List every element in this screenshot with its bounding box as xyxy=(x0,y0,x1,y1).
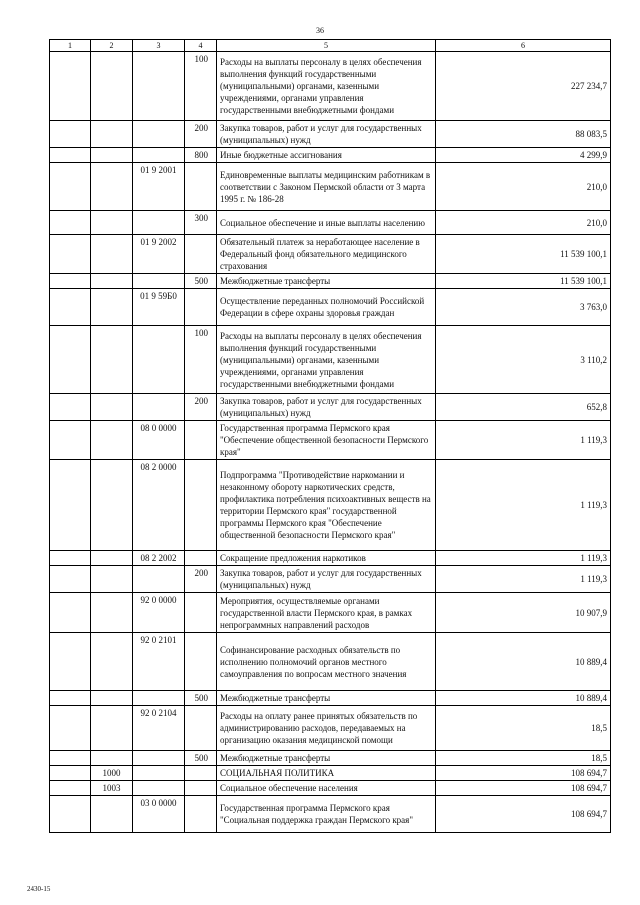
amount-cell: 10 907,9 xyxy=(436,593,611,633)
table-row xyxy=(50,326,611,394)
target-article-cell xyxy=(133,781,185,796)
amount-cell: 3 110,2 xyxy=(436,326,611,394)
chapter-cell xyxy=(50,326,91,394)
name-cell: СОЦИАЛЬНАЯ ПОЛИТИКА xyxy=(217,766,436,781)
header-cell: 1 xyxy=(50,40,91,52)
name-cell: Социальное обеспечение и иные выплаты населению xyxy=(217,211,436,235)
amount-cell: 18,5 xyxy=(436,706,611,751)
target-article-cell xyxy=(133,121,185,148)
expense-type-cell: 100 xyxy=(185,52,217,121)
expense-type-cell xyxy=(185,163,217,211)
target-article-cell xyxy=(133,274,185,289)
chapter-cell xyxy=(50,52,91,121)
header-cell: 6 xyxy=(436,40,611,52)
expense-type-cell xyxy=(185,235,217,274)
target-article-cell xyxy=(133,326,185,394)
expense-type-cell: 100 xyxy=(185,326,217,394)
chapter-cell xyxy=(50,593,91,633)
section-cell xyxy=(91,796,133,833)
amount-cell: 11 539 100,1 xyxy=(436,274,611,289)
expense-type-cell: 200 xyxy=(185,394,217,421)
amount-cell: 1 119,3 xyxy=(436,551,611,566)
section-cell xyxy=(91,421,133,460)
table-row xyxy=(50,148,611,163)
expense-type-cell xyxy=(185,633,217,691)
section-cell xyxy=(91,633,133,691)
header-cell: 3 xyxy=(133,40,185,52)
amount-cell: 210,0 xyxy=(436,211,611,235)
expense-type-cell xyxy=(185,421,217,460)
section-cell: 1003 xyxy=(91,781,133,796)
table-row xyxy=(50,706,611,751)
target-article-cell: 03 0 0000 xyxy=(133,796,185,833)
target-article-cell xyxy=(133,52,185,121)
section-cell xyxy=(91,691,133,706)
target-article-cell: 92 0 2104 xyxy=(133,706,185,751)
chapter-cell xyxy=(50,394,91,421)
section-cell xyxy=(91,326,133,394)
header-cell: 4 xyxy=(185,40,217,52)
expense-type-cell xyxy=(185,551,217,566)
target-article-cell: 01 9 2001 xyxy=(133,163,185,211)
name-cell: Сокращение предложения наркотиков xyxy=(217,551,436,566)
chapter-cell xyxy=(50,796,91,833)
chapter-cell xyxy=(50,274,91,289)
name-cell: Подпрограмма "Противодействие наркомании и незаконному обороту наркотических средств, профилактика потребления психоактивных веществ на территории Пермского края" государственной программы Пермского края "Обеспечение общественной безопасности Пермского края" xyxy=(217,460,436,551)
name-cell: Межбюджетные трансферты xyxy=(217,691,436,706)
expense-type-cell: 800 xyxy=(185,148,217,163)
amount-cell: 10 889,4 xyxy=(436,691,611,706)
table-row xyxy=(50,460,611,551)
table-row xyxy=(50,394,611,421)
amount-cell: 1 119,3 xyxy=(436,460,611,551)
name-cell: Государственная программа Пермского края "Социальная поддержка граждан Пермского края" xyxy=(217,796,436,833)
amount-cell: 1 119,3 xyxy=(436,566,611,593)
section-cell xyxy=(91,460,133,551)
target-article-cell: 01 9 2002 xyxy=(133,235,185,274)
chapter-cell xyxy=(50,460,91,551)
section-cell xyxy=(91,706,133,751)
section-cell xyxy=(91,235,133,274)
chapter-cell xyxy=(50,163,91,211)
target-article-cell xyxy=(133,211,185,235)
section-cell xyxy=(91,52,133,121)
chapter-cell xyxy=(50,751,91,766)
chapter-cell xyxy=(50,235,91,274)
expense-type-cell: 200 xyxy=(185,566,217,593)
table-row xyxy=(50,691,611,706)
name-cell: Закупка товаров, работ и услуг для государственных (муниципальных) нужд xyxy=(217,121,436,148)
chapter-cell xyxy=(50,148,91,163)
table-row xyxy=(50,163,611,211)
expense-type-cell: 300 xyxy=(185,211,217,235)
section-cell: 1000 xyxy=(91,766,133,781)
expense-type-cell xyxy=(185,593,217,633)
amount-cell: 10 889,4 xyxy=(436,633,611,691)
amount-cell: 108 694,7 xyxy=(436,796,611,833)
expense-type-cell xyxy=(185,706,217,751)
table-row xyxy=(50,211,611,235)
section-cell xyxy=(91,551,133,566)
target-article-cell: 08 2 2002 xyxy=(133,551,185,566)
name-cell: Расходы на выплаты персоналу в целях обеспечения выполнения функций государственными (муниципальными) органами, казенными учреждениями, органами управления государственными внебюджетными фондами xyxy=(217,52,436,121)
table-row xyxy=(50,593,611,633)
name-cell: Закупка товаров, работ и услуг для государственных (муниципальных) нужд xyxy=(217,566,436,593)
expense-type-cell xyxy=(185,781,217,796)
chapter-cell xyxy=(50,211,91,235)
section-cell xyxy=(91,394,133,421)
section-cell xyxy=(91,163,133,211)
table-row xyxy=(50,551,611,566)
name-cell: Социальное обеспечение населения xyxy=(217,781,436,796)
target-article-cell xyxy=(133,566,185,593)
table-row xyxy=(50,751,611,766)
table-row xyxy=(50,781,611,796)
chapter-cell xyxy=(50,566,91,593)
target-article-cell xyxy=(133,751,185,766)
chapter-cell xyxy=(50,121,91,148)
table-row xyxy=(50,421,611,460)
expense-type-cell xyxy=(185,766,217,781)
table-row xyxy=(50,121,611,148)
document-code: 2430-15 xyxy=(27,885,51,893)
amount-cell: 108 694,7 xyxy=(436,766,611,781)
page-number: 36 xyxy=(316,26,324,35)
chapter-cell xyxy=(50,633,91,691)
name-cell: Расходы на оплату ранее принятых обязательств по администрированию расходов, передаваемых на организацию оказания медицинской помощи xyxy=(217,706,436,751)
target-article-cell xyxy=(133,148,185,163)
table-row xyxy=(50,289,611,326)
expense-type-cell: 500 xyxy=(185,751,217,766)
table-row xyxy=(50,52,611,121)
table-row xyxy=(50,633,611,691)
section-cell xyxy=(91,593,133,633)
section-cell xyxy=(91,274,133,289)
table-row xyxy=(50,766,611,781)
chapter-cell xyxy=(50,691,91,706)
expense-type-cell: 500 xyxy=(185,691,217,706)
chapter-cell xyxy=(50,766,91,781)
budget-table xyxy=(49,39,611,833)
table-row xyxy=(50,235,611,274)
name-cell: Межбюджетные трансферты xyxy=(217,274,436,289)
amount-cell: 210,0 xyxy=(436,163,611,211)
section-cell xyxy=(91,751,133,766)
amount-cell: 4 299,9 xyxy=(436,148,611,163)
amount-cell: 108 694,7 xyxy=(436,781,611,796)
target-article-cell: 08 2 0000 xyxy=(133,460,185,551)
chapter-cell xyxy=(50,551,91,566)
section-cell xyxy=(91,566,133,593)
header-cell: 2 xyxy=(91,40,133,52)
amount-cell: 227 234,7 xyxy=(436,52,611,121)
section-cell xyxy=(91,121,133,148)
target-article-cell: 01 9 59Б0 xyxy=(133,289,185,326)
target-article-cell: 92 0 2101 xyxy=(133,633,185,691)
name-cell: Государственная программа Пермского края "Обеспечение общественной безопасности Пермского края" xyxy=(217,421,436,460)
chapter-cell xyxy=(50,421,91,460)
amount-cell: 3 763,0 xyxy=(436,289,611,326)
amount-cell: 1 119,3 xyxy=(436,421,611,460)
name-cell: Единовременные выплаты медицинским работникам в соответствии с Законом Пермской области от 3 марта 1995 г. № 186-28 xyxy=(217,163,436,211)
amount-cell: 88 083,5 xyxy=(436,121,611,148)
chapter-cell xyxy=(50,781,91,796)
name-cell: Софинансирование расходных обязательств по исполнению полномочий органов местного самоуправления по вопросам местного значения xyxy=(217,633,436,691)
section-cell xyxy=(91,148,133,163)
target-article-cell: 08 0 0000 xyxy=(133,421,185,460)
expense-type-cell xyxy=(185,289,217,326)
name-cell: Осуществление переданных полномочий Российской Федерации в сфере охраны здоровья граждан xyxy=(217,289,436,326)
table-row xyxy=(50,796,611,833)
target-article-cell xyxy=(133,394,185,421)
table-row xyxy=(50,274,611,289)
amount-cell: 652,8 xyxy=(436,394,611,421)
expense-type-cell xyxy=(185,796,217,833)
amount-cell: 18,5 xyxy=(436,751,611,766)
chapter-cell xyxy=(50,706,91,751)
name-cell: Межбюджетные трансферты xyxy=(217,751,436,766)
target-article-cell xyxy=(133,766,185,781)
section-cell xyxy=(91,211,133,235)
expense-type-cell: 200 xyxy=(185,121,217,148)
amount-cell: 11 539 100,1 xyxy=(436,235,611,274)
name-cell: Обязательный платеж за неработающее население в Федеральный фонд обязательного медицинского страхования xyxy=(217,235,436,274)
expense-type-cell xyxy=(185,460,217,551)
table-row xyxy=(50,566,611,593)
target-article-cell xyxy=(133,691,185,706)
name-cell: Закупка товаров, работ и услуг для государственных (муниципальных) нужд xyxy=(217,394,436,421)
section-cell xyxy=(91,289,133,326)
name-cell: Иные бюджетные ассигнования xyxy=(217,148,436,163)
expense-type-cell: 500 xyxy=(185,274,217,289)
chapter-cell xyxy=(50,289,91,326)
header-row xyxy=(50,40,611,52)
name-cell: Расходы на выплаты персоналу в целях обеспечения выполнения функций государственными (муниципальными) органами, казенными учреждениями, органами управления государственными внебюджетными фондами xyxy=(217,326,436,394)
header-cell: 5 xyxy=(217,40,436,52)
target-article-cell: 92 0 0000 xyxy=(133,593,185,633)
name-cell: Мероприятия, осуществляемые органами государственной власти Пермского края, в рамках непрограммных направлений расходов xyxy=(217,593,436,633)
